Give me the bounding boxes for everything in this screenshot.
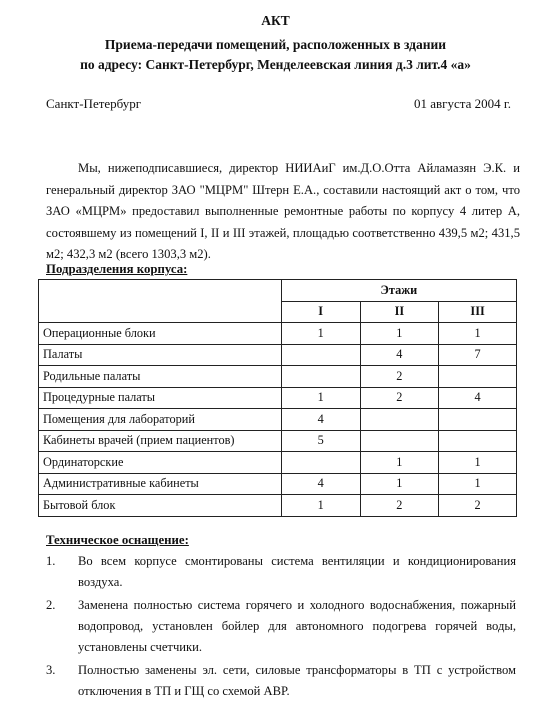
cell-floor-3: 7 [439, 344, 517, 366]
cell-floor-2: 2 [360, 495, 439, 517]
item-text: Заменена полностью система горячего и холодного водоснабжения, пожарный водопровод, установлен бойлер для автономного подогрева горячей воды, установлены счетчики. [78, 598, 516, 654]
departments-table [38, 279, 517, 517]
row-name: Кабинеты врачей (прием пациентов) [39, 430, 282, 452]
item-number: 2. [46, 598, 56, 612]
place-name: Санкт-Петербург [46, 96, 142, 111]
table-row [39, 452, 517, 474]
list-item [46, 595, 516, 658]
item-text: Во всем корпусе смонтированы система вентиляции и кондиционирования воздуха. [78, 554, 516, 589]
document-date: 01 августа 2004 г. [414, 96, 511, 111]
floor-header-3: III [439, 301, 517, 323]
item-text: Полностью заменены эл. сети, силовые трансформаторы в ТП с устройством отключения в ТП и ГЩ со схемой АВР. [78, 663, 516, 698]
row-name: Бытовой блок [39, 495, 282, 517]
document-subtitle-line1: Приема-передачи помещений, расположенных в здании [104, 37, 447, 52]
intro-paragraph [46, 158, 520, 266]
cell-floor-3: 1 [439, 473, 517, 495]
intro-text: Мы, нижеподписавшиеся, директор НИИАиГ им.Д.О.Отта Айламазян Э.К. и генеральный директор ЗАО "МЦРМ" Штерн Е.А., составили настоящий акт о том, что ЗАО «МЦРМ» предоставил выполненные ремонтные работы по корпусу 4 литер А, состоявшему из помещений I, II и III этажей, площадью соответственно 439,5 м2; 431,5 м2; 432,3 м2 (всего 1303,3 м2). [46, 161, 520, 261]
cell-floor-1: 4 [281, 473, 360, 495]
floors-header: Этажи [281, 280, 516, 302]
floor-header-1: I [281, 301, 360, 323]
table-header-row [39, 280, 517, 302]
cell-floor-1 [281, 452, 360, 474]
table-row [39, 430, 517, 452]
table-row [39, 387, 517, 409]
cell-floor-1: 1 [281, 387, 360, 409]
row-name: Родильные палаты [39, 366, 282, 388]
cell-floor-3: 1 [439, 452, 517, 474]
row-name: Помещения для лабораторий [39, 409, 282, 431]
cell-floor-3: 4 [439, 387, 517, 409]
table-corner-cell [39, 280, 282, 323]
cell-floor-2: 4 [360, 344, 439, 366]
cell-floor-2: 2 [360, 387, 439, 409]
cell-floor-3: 1 [439, 323, 517, 345]
table-row [39, 473, 517, 495]
table-row [39, 323, 517, 345]
cell-floor-1: 5 [281, 430, 360, 452]
list-item [46, 551, 516, 593]
table-row [39, 409, 517, 431]
cell-floor-1: 1 [281, 323, 360, 345]
cell-floor-3 [439, 366, 517, 388]
document-subtitle-line2: по адресу: Санкт-Петербург, Менделеевская линия д.3 лит.4 «а» [80, 57, 471, 72]
equipment-heading: Техническое оснащение: [46, 533, 189, 547]
cell-floor-1: 1 [281, 495, 360, 517]
row-name: Операционные блоки [39, 323, 282, 345]
table-row [39, 344, 517, 366]
cell-floor-2: 1 [360, 473, 439, 495]
cell-floor-2 [360, 409, 439, 431]
cell-floor-3: 2 [439, 495, 517, 517]
cell-floor-1 [281, 344, 360, 366]
departments-heading: Подразделения корпуса: [46, 262, 188, 276]
cell-floor-3 [439, 430, 517, 452]
item-number: 3. [46, 663, 56, 677]
cell-floor-1 [281, 366, 360, 388]
row-name: Процедурные палаты [39, 387, 282, 409]
floor-header-2: II [360, 301, 439, 323]
document-title: АКТ [261, 13, 290, 28]
row-name: Ординаторские [39, 452, 282, 474]
cell-floor-2 [360, 430, 439, 452]
row-name: Палаты [39, 344, 282, 366]
cell-floor-3 [439, 409, 517, 431]
cell-floor-2: 1 [360, 452, 439, 474]
equipment-list [46, 551, 516, 704]
item-number: 1. [46, 554, 56, 568]
cell-floor-2: 2 [360, 366, 439, 388]
cell-floor-2: 1 [360, 323, 439, 345]
table-row [39, 366, 517, 388]
table-row [39, 495, 517, 517]
cell-floor-1: 4 [281, 409, 360, 431]
list-item [46, 660, 516, 702]
row-name: Административные кабинеты [39, 473, 282, 495]
